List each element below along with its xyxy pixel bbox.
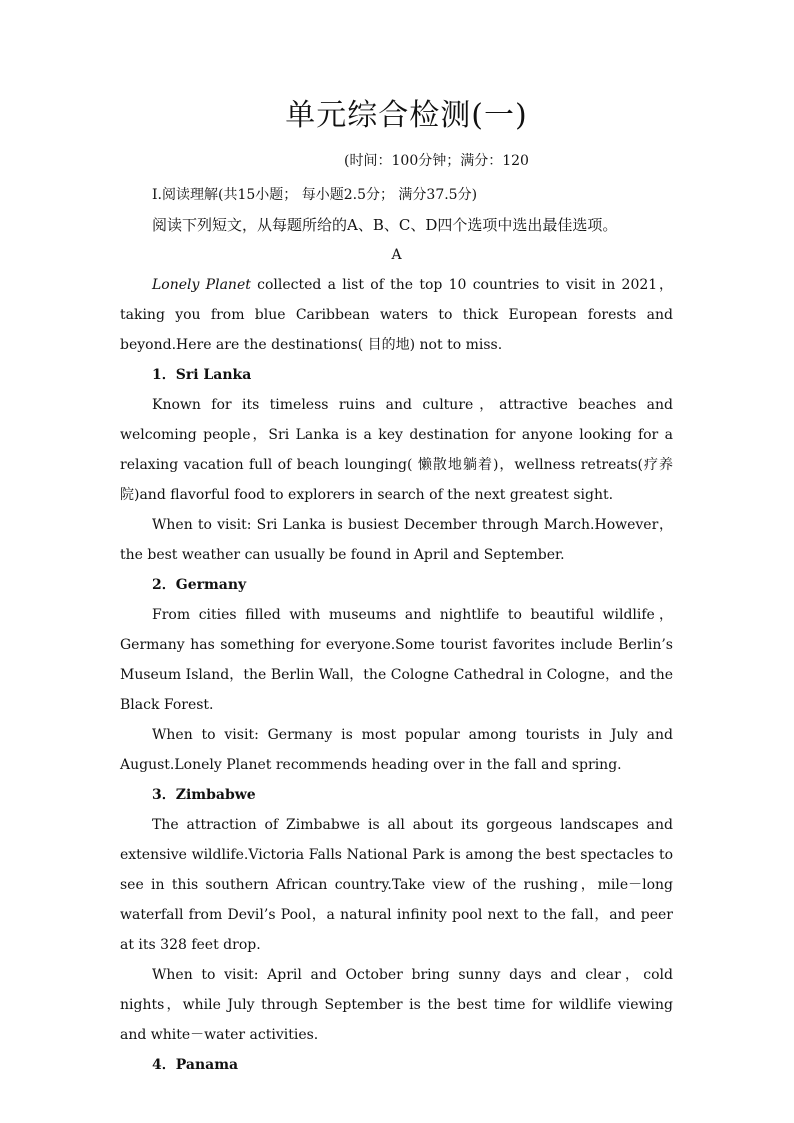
instruction: 阅读下列短文，从每题所给的A、B、C、D四个选项中选出最佳选项。 [152,216,618,234]
item-heading: 1．Sri Lanka [152,367,252,383]
item-heading: 4．Panama [152,1057,239,1073]
item-paragraph: When to visit: Germany is most popular among tourists in July and August.Lonely Planet recommends heading over in the fall and spring. [120,727,673,773]
item-paragraph: When to visit: Sri Lanka is busiest December through March.However，the best weather can usually be found in April and September. [120,517,673,563]
item-heading: 2．Germany [152,577,247,593]
intro-italic: Lonely Planet [152,277,251,293]
intro-paragraph [120,270,673,360]
page-title: 单元综合检测(一) [285,98,528,133]
item-paragraph: The attraction of Zimbabwe is all about its gorgeous landscapes and extensive wildlife.Victoria Falls National Park is among the best spectacles to see in this southern African country.Take view of the rushing，mile－long waterfall from Devil’s Pool，a natural infinity pool next to the fall，and peer at its 328 feet drop. [120,817,673,953]
exam-meta: (时间：100分钟；满分：120 [344,153,529,169]
item-paragraph: When to visit: April and October bring sunny days and clear，cold nights，while July through September is the best time for wildlife viewing and white－water activities. [120,967,673,1043]
document-page [120,92,673,1080]
item-heading: 3．Zimbabwe [152,787,256,803]
item-paragraph: From cities filled with museums and nightlife to beautiful wildlife，Germany has something for everyone.Some tourist favorites include Berlin’s Museum Island，the Berlin Wall，the Cologne Cathedral in Cologne，and the Black Forest. [120,607,673,713]
item-paragraph: Known for its timeless ruins and culture，attractive beaches and welcoming people，Sri Lanka is a key destination for anyone looking for a relaxing vacation full of beach lounging( 懒散地躺着)，wellness retreats(疗养院)and flavorful food to explorers in search of the next greatest sight. [120,397,673,503]
intro-text: collected a list of the top 10 countries to visit in 2021，taking you from blue Caribbean waters to thick European forests and beyond.Here are the destinations( 目的地) not to miss. [120,277,673,353]
section-heading: Ⅰ.阅读理解(共15小题； 每小题2.5分； 满分37.5分) [152,187,478,203]
passage-label: A [391,247,402,263]
